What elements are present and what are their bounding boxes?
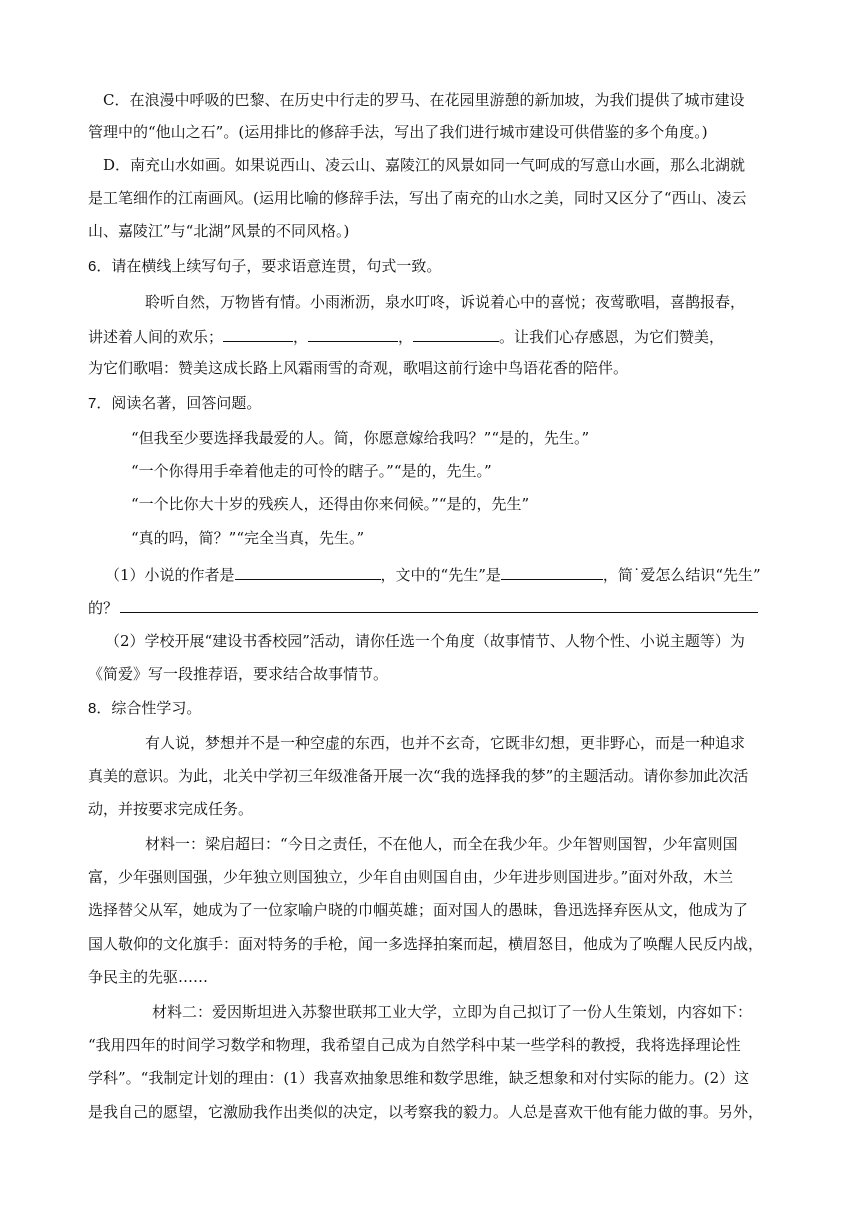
question-7-number: 7 [88,395,97,412]
question-6-paragraph-line-3: 为它们歌唱：赞美这成长路上风霜雨雪的奇观，歌唱这前行途中鸟语花香的陪伴。 [88,359,629,377]
question-8-intro-line-2: 真美的意识。为此，北关中学初三年级准备开展一次“我的选择我的梦”的主题活动。请你参加此次活 [88,767,749,785]
quote-line-3: “一个比你大十岁的残疾人，还得由你来伺候。”“是的，先生” [131,495,530,513]
acquaintance-answer-blank[interactable] [120,596,758,613]
sub-1-text-c: ，简˙爱怎么结识“先生” [602,566,761,584]
answer-blank-2[interactable] [308,325,398,342]
sub-1-text-b: ，文中的“先生”是 [380,566,501,584]
question-6-paragraph-line-1: 聆听自然，万物皆有情。小雨淅沥，泉水叮咚，诉说着心中的喜悦；夜莺歌唱，喜鹊报春， [145,293,746,311]
option-d-line-2: 是工笔细作的江南画风。(运用比喻的修辞手法，写出了南充的山水之美，同时又区分了“西山、凌云 [88,189,747,207]
material-1-line-4: 国人敬仰的文化旗手：面对特务的手枪，闻一多选择拍案而起，横眉怒目，他成为了唤醒人民反内战， [88,935,764,953]
question-8-intro-line-1: 有人说，梦想并不是一种空虚的东西，也并不玄奇，它既非幻想，更非野心，而是一种追求 [145,734,746,752]
question-7-sub-1-line-2 [88,596,758,616]
quote-line-2: “一个你得用手牵着他走的可怜的瞎子。”“是的，先生。” [131,462,492,480]
option-c-line-1: C．在浪漫中呼吸的巴黎、在历史中行走的罗马、在花园里游憩的新加坡，为我们提供了城市建设 [103,91,745,109]
material-1-line-2: 富，少年强则国强，少年独立则国独立，少年自由则国自由，少年进步则国进步。”面对外敌，木兰 [88,868,734,886]
question-6-text-a: 讲述着人间的欢乐； [88,328,224,346]
question-8-heading [88,698,201,718]
sub-1-text-d: 的？ [88,599,119,617]
question-6-title: ．请在横线上续写句子，要求语意连贯，句式一致。 [96,257,442,275]
question-7-sub-2-line-1: （2）学校开展“建设书香校园”活动，请你任选一个角度（故事情节、人物个性、小说主题等）为 [105,632,745,650]
question-6-number: 6 [88,258,97,275]
question-7-sub-1-line-1 [105,563,761,583]
answer-blank-1[interactable] [223,325,293,342]
material-2-line-4: 是我自己的愿望，它激励我作出类似的决定，以考察我的毅力。人总是喜欢干他有能力做的事。另外， [88,1103,764,1121]
sub-1-text-a: （1）小说的作者是 [105,566,235,584]
question-7-heading [88,393,261,413]
question-8-number: 8 [88,700,97,717]
question-6-separator-1: ， [293,328,309,346]
question-6-separator-2: ， [398,328,414,346]
answer-blank-3[interactable] [413,325,499,342]
material-2-line-3: 学科”。“我制定计划的理由：(1）我喜欢抽象思维和数学思维，缺乏想象和对付实际的能力。(2）这 [88,1069,750,1087]
question-7-title: ．阅读名著，回答问题。 [96,394,262,412]
question-6-text-b: 。让我们心存感恩，为它们赞美， [499,328,725,346]
quote-line-1: “但我至少要选择我最爱的人。简，你愿意嫁给我吗？”“是的，先生。” [131,429,590,447]
question-6-paragraph-line-2 [88,325,724,345]
question-8-intro-line-3: 动，并按要求完成任务。 [88,800,254,818]
option-c-line-2: 管理中的“他山之石”。(运用排比的修辞手法，写出了我们进行城市建设可供借鉴的多个角度。) [88,123,708,141]
material-2-line-1: 材料二：爱因斯坦进入苏黎世联邦工业大学，立即为自己拟订了一份人生策划，内容如下： [152,1003,753,1021]
question-6-heading [88,256,441,276]
author-answer-blank[interactable] [235,563,381,580]
option-d-line-1: D．南充山水如画。如果说西山、凌云山、嘉陵江的风景如同一气呵成的写意山水画，那么北湖就 [103,156,746,174]
quote-line-4: “真的吗，简？”“完全当真，先生。” [131,529,365,547]
question-7-sub-2-line-2: 《简爱》写一段推荐语，要求结合故事情节。 [88,665,389,683]
material-1-line-1: 材料一：梁启超曰：“今日之责任，不在他人，而全在我少年。少年智则国智，少年富则国 [145,835,738,853]
material-1-line-5: 争民主的先驱…… [88,968,209,986]
material-2-line-2: “我用四年的时间学习数学和物理，我希望自己成为自然学科中某一些学科的教授，我将选择理论性 [88,1036,741,1054]
material-1-line-3: 选择替父从军，她成为了一位家喻户晓的巾帼英雄；面对国人的愚昧，鲁迅选择弃医从文，他成为了 [88,901,749,919]
question-8-title: ．综合性学习。 [96,699,202,717]
mister-answer-blank[interactable] [501,563,603,580]
option-d-line-3: 山、嘉陵江”与“北湖”风景的不同风格。) [88,222,350,240]
